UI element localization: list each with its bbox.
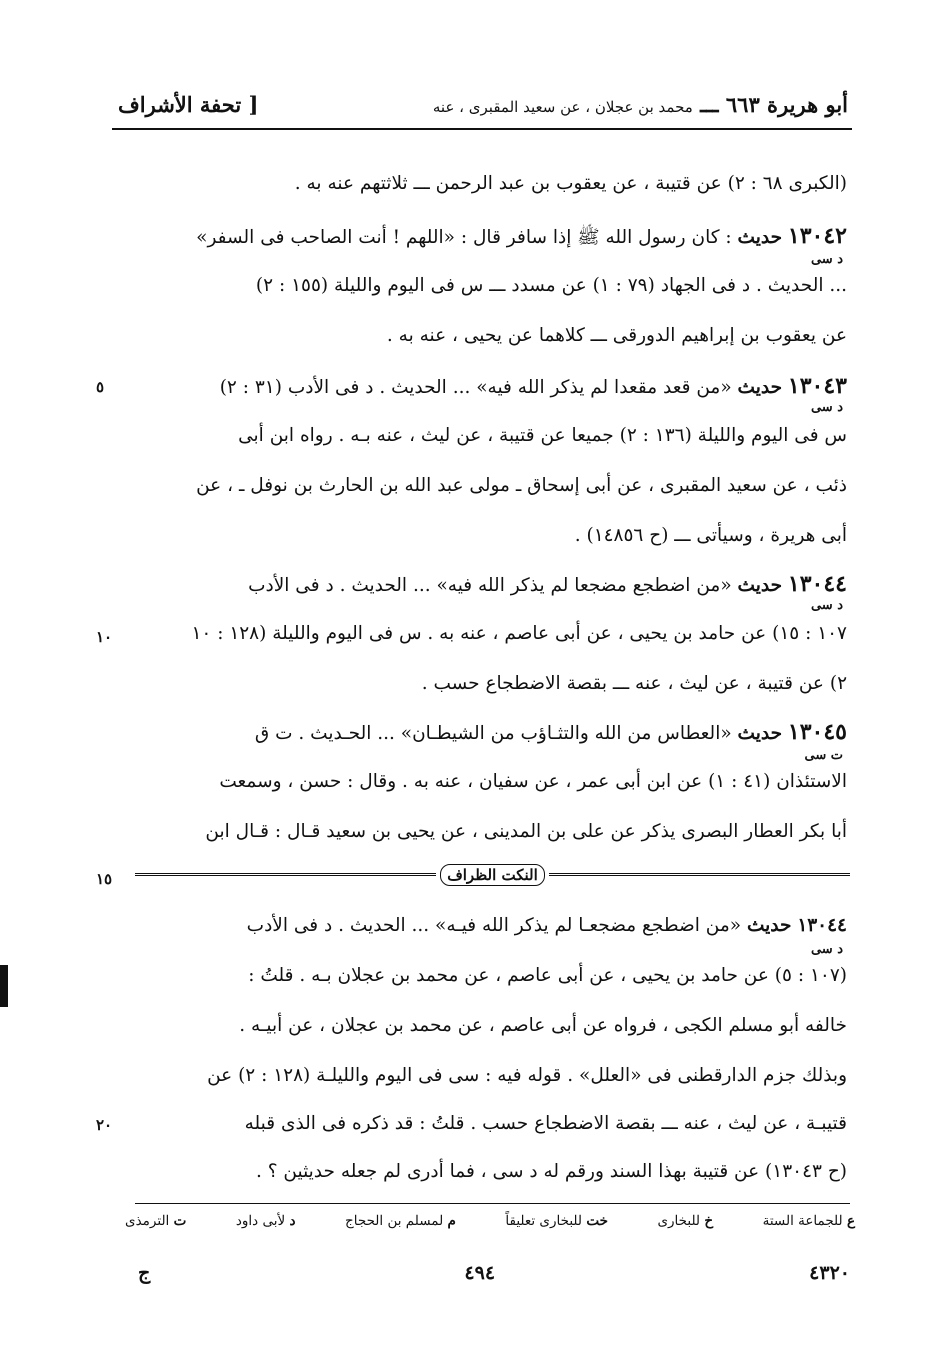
header-subtitle: محمد بن عجلان ، عن سعيد المقبرى ، عنه [432, 97, 693, 116]
note-line: قتيبـة ، عن ليث ، عنه ـــ بقصة الاضطجاع حسب . قلتُ : قد ذكره فى الذى قبله [244, 1113, 847, 1134]
abbrev-text: لأبى داود [235, 1213, 286, 1229]
abbreviation-key [125, 1213, 855, 1229]
abbrev-key: خ [704, 1213, 714, 1229]
hadith-number: ١٣٠٤٥ [787, 719, 847, 745]
line-number: ١٠ [96, 628, 113, 646]
hadith-number: ١٣٠٤٣ [787, 373, 847, 399]
abbrev-key: خت [586, 1213, 608, 1229]
abbrev-item [763, 1213, 855, 1229]
hadith-text: «من قعد مقعدا لم يذكر الله فيه» ... الحديث . د فى الأدب (٣١ : ٢) [219, 377, 732, 398]
abbrev-key: د [289, 1213, 296, 1229]
header-title [433, 92, 848, 117]
scan-edge-mark [0, 965, 8, 1007]
abbrev-text: لمسلم بن الحجاج [345, 1213, 444, 1229]
page-footer [138, 1262, 850, 1284]
text-line: عن يعقوب بن إبراهيم الدورقى ـــ كلاهما عن يحيى ، عنه به . [386, 325, 847, 346]
abbrev-key: ع [846, 1213, 855, 1229]
abbrev-text: للبخارى [657, 1213, 701, 1229]
siglum: د سى [810, 400, 843, 415]
text-line: س فى اليوم والليلة (١٣٦ : ٢) جميعا عن قتيبة ، عن ليث ، عنه بـه . رواه ابن أبى [238, 425, 847, 446]
header-main: أبو هريرة ٦٦٣ ـــ [700, 91, 848, 117]
abbrev-text: للبخارى تعليقاً [505, 1213, 583, 1229]
divider-rule [135, 873, 436, 878]
text-line: (الكبرى ٦٨ : ٢) عن قتيبة ، عن يعقوب بن عبد الرحمن ـــ ثلاثتهم عنه به . [294, 173, 847, 194]
abbrev-item [125, 1213, 186, 1229]
note-line: وبذلك جزم الدارقطنى فى «العلل» . قوله فيه : سى فى اليوم والليلـة (١٢٨ : ٢) عن [207, 1065, 847, 1086]
text-line: ١٠٧ : ١٥) عن حامد بن يحيى ، عن أبى عاصم ، عنه به . س فى اليوم والليلة (١٢٨ : ١٠ [191, 623, 847, 644]
text-line: الاستئذان (٤١ : ١) عن ابن أبى عمر ، عن سفيان ، عنه به . وقال : حسن ، وسمعت [219, 771, 847, 792]
note-line: خالفه أبو مسلم الكجى ، فرواه عن أبى عاصم ، عن محمد بن عجلان ، عن أبيـه . [239, 1015, 847, 1036]
line-number: ٥ [96, 378, 105, 396]
note-line: (١٠٧ : ٥) عن حامد بن يحيى ، عن أبى عاصم ، عن محمد بن عجلان بـه . قلتُ : [248, 965, 847, 986]
hadith-line [117, 222, 847, 252]
hadith-number: ١٣٠٤٤ [797, 915, 847, 936]
abbrev-item [345, 1213, 456, 1229]
hadith-number: ١٣٠٤٤ [787, 571, 847, 597]
text-line: ذئب ، عن سعيد المقبرى ، عن أبى إسحاق ـ مولى عبد الله بن الحارث بن نوفل ـ ، عن [196, 475, 847, 496]
abbrev-item [657, 1213, 713, 1229]
siglum: د سى [810, 598, 843, 613]
hadith-keyword: حديث [737, 377, 783, 398]
hadith-keyword: حديث [737, 575, 783, 596]
divider-rule [549, 873, 850, 878]
note-line: (ح ١٣٠٤٣) عن قتيبة بهذا السند ورقم له د سى ، فما أدرى لم جعله حديثين ؟ . [255, 1161, 847, 1182]
footnote-rule [135, 1203, 850, 1204]
text-line: ... الحديث . د فى الجهاد (٧٩ : ١) عن مسدد ـــ س فى اليوم والليلة (١٥٥ : ٢) [255, 275, 847, 296]
text-line: أبى هريرة ، وسيأتى ـــ (ح ١٤٨٥٦) . [574, 525, 847, 546]
abbrev-item [236, 1213, 296, 1229]
notes-divider [135, 860, 850, 890]
line-number: ١٥ [96, 870, 113, 888]
hadith-line [117, 718, 847, 748]
book-title: [ تحفة الأشراف [118, 91, 259, 117]
abbrev-text: للجماعة الستة [762, 1213, 843, 1229]
page-number: ٤٩٤ [464, 1262, 496, 1284]
text-line: ٢) عن قتيبة ، عن ليث ، عنه ـــ بقصة الاضطجاع حسب . [421, 673, 847, 694]
hadith-keyword: حديث [746, 915, 792, 936]
siglum: ت سى [804, 748, 843, 763]
hadith-text: «من اضطجع مضجعا لم يذكر الله فيه» ... الحديث . د فى الأدب [248, 575, 732, 596]
running-header [118, 82, 848, 126]
hadith-text: «من اضطجع مضجعـا لم يذكر الله فيـه» ... الحديث . د فى الأدب [246, 915, 742, 936]
hadith-number: ١٣٠٤٢ [787, 223, 847, 249]
hadith-line [117, 372, 847, 402]
abbrev-key: م [447, 1213, 456, 1229]
abbrev-item [505, 1213, 608, 1229]
hadith-range-number: ٤٣٢٠ [809, 1262, 850, 1284]
note-line [117, 912, 847, 940]
text-line: أبا بكر العطار البصرى يذكر عن على بن المدينى ، عن يحيى بن سعيد قـال : قـال ابن [205, 821, 847, 842]
abbrev-key: ت [173, 1213, 187, 1229]
notes-heading: النكت الظراف [440, 864, 545, 886]
hadith-keyword: حديث [737, 227, 783, 248]
hadith-line [117, 570, 847, 600]
header-rule [112, 128, 852, 130]
hadith-text: : كان رسول الله ﷺ إذا سافر قال : «اللهم ! أنت الصاحب فى السفر» [196, 227, 732, 248]
abbrev-text: الترمذى [125, 1213, 170, 1229]
siglum: د سى [810, 252, 843, 267]
siglum: د سى [810, 942, 843, 957]
hadith-text: «العطاس من الله والتثـاؤب من الشيطـان» ... الحـديث . ت ق [254, 723, 732, 744]
line-number: ٢٠ [96, 1116, 113, 1134]
volume-letter: ج [138, 1262, 151, 1284]
hadith-keyword: حديث [737, 723, 783, 744]
